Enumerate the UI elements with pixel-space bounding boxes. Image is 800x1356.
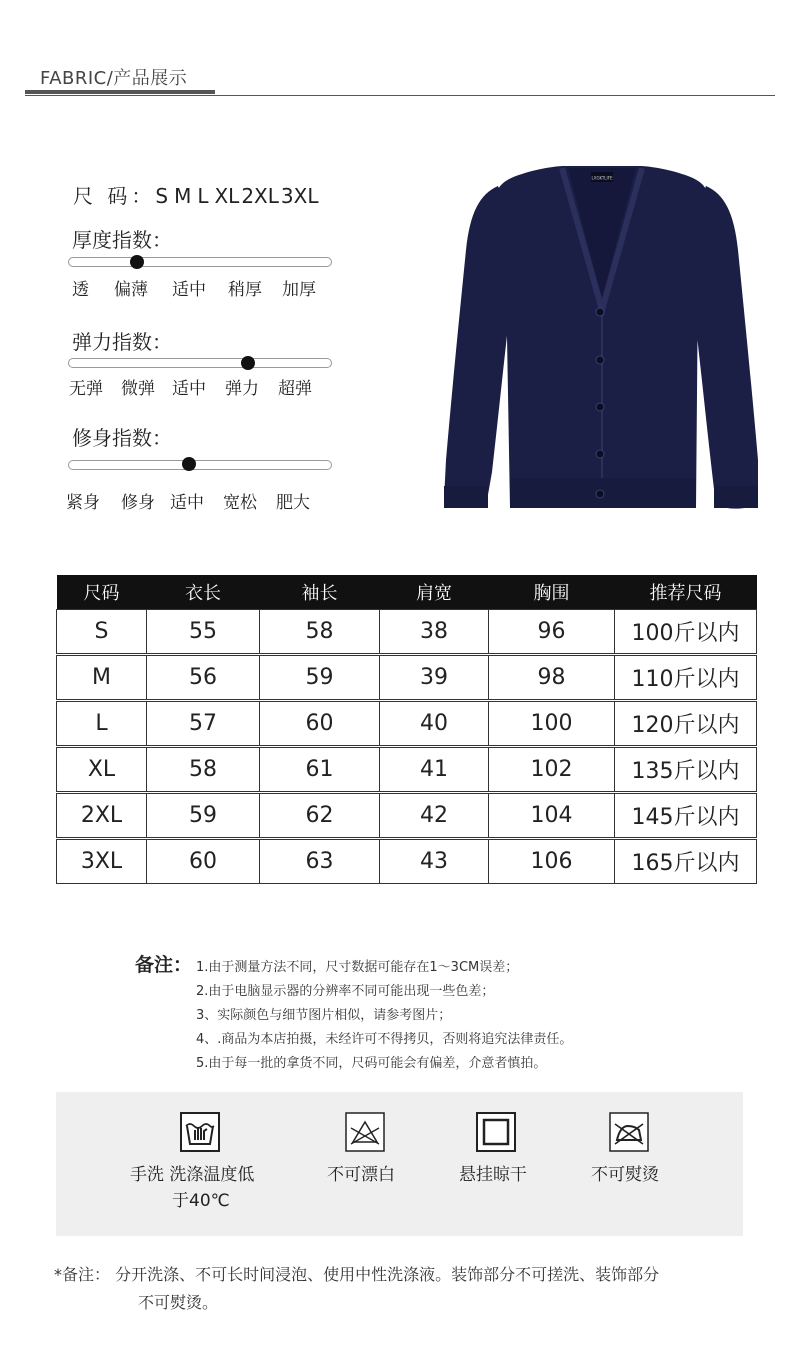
header-divider <box>25 95 775 96</box>
care-instructions-panel <box>56 1092 743 1236</box>
thickness-label: 厚度指数： <box>72 228 172 252</box>
cardigan-product-image <box>440 160 764 516</box>
size-option: XL <box>214 184 240 208</box>
table-cell: XL <box>57 747 147 793</box>
elasticity-scale <box>69 374 312 399</box>
size-option: 3XL <box>280 184 319 208</box>
notes-title: 备注： <box>135 954 193 976</box>
elasticity-knob <box>241 356 255 370</box>
table-cell: 39 <box>380 655 489 701</box>
size-label: 尺 码： <box>73 184 156 208</box>
scale-label: 适中 <box>172 379 206 399</box>
table-cell: 61 <box>260 747 380 793</box>
table-cell: 42 <box>380 793 489 839</box>
scale-label: 修身 <box>121 493 155 513</box>
table-cell: 43 <box>380 839 489 884</box>
column-header: 胸围 <box>489 575 615 610</box>
size-option: L <box>197 184 209 208</box>
size-options <box>73 180 324 209</box>
scale-label: 偏薄 <box>114 280 148 300</box>
scale-label: 无弹 <box>69 379 103 399</box>
page-title: FABRIC/产品展示 <box>40 68 188 89</box>
scale-label: 宽松 <box>223 493 257 513</box>
care-label: 不可熨烫 <box>591 1165 659 1185</box>
table-cell: 56 <box>147 655 260 701</box>
care-label: 悬挂晾干 <box>459 1165 527 1185</box>
table-cell: 104 <box>489 793 615 839</box>
table-row <box>57 839 757 884</box>
scale-label: 超弹 <box>278 379 312 399</box>
note-item: 1.由于测量方法不同，尺寸数据可能存在1～3CM误差； <box>196 960 519 975</box>
table-cell: 63 <box>260 839 380 884</box>
table-cell: 59 <box>260 655 380 701</box>
scale-label: 微弹 <box>121 379 155 399</box>
table-cell: 41 <box>380 747 489 793</box>
scale-label: 稍厚 <box>228 280 262 300</box>
table-row <box>57 610 757 655</box>
no-bleach-icon <box>345 1112 381 1148</box>
neck-label-text: LXGKTLIFE <box>591 175 613 181</box>
table-cell: 3XL <box>57 839 147 884</box>
size-table <box>56 575 757 884</box>
note-item: 4、.商品为本店拍摄，未经许可不得拷贝，否则将追究法律责任。 <box>196 1032 573 1047</box>
table-cell: 38 <box>380 610 489 655</box>
scale-label: 弹力 <box>225 379 259 399</box>
table-cell: S <box>57 610 147 655</box>
table-cell: 145斤以内 <box>615 793 757 839</box>
elasticity-slider <box>68 358 332 368</box>
no-iron-icon <box>609 1112 645 1148</box>
thickness-knob <box>130 255 144 269</box>
hang-dry-icon <box>476 1112 512 1148</box>
table-row <box>57 793 757 839</box>
table-cell: 165斤以内 <box>615 839 757 884</box>
table-cell: 60 <box>147 839 260 884</box>
care-label: 手洗 洗涤温度低 <box>130 1165 255 1185</box>
table-cell: 100 <box>489 701 615 747</box>
table-cell: 62 <box>260 793 380 839</box>
column-header: 衣长 <box>147 575 260 610</box>
care-label: 不可漂白 <box>327 1165 395 1185</box>
column-header: 肩宽 <box>380 575 489 610</box>
table-cell: 102 <box>489 747 615 793</box>
table-cell: 98 <box>489 655 615 701</box>
note-item: 2.由于电脑显示器的分辨率不同可能出现一些色差； <box>196 984 495 999</box>
table-cell: 96 <box>489 610 615 655</box>
scale-label: 透 <box>72 280 89 300</box>
table-cell: L <box>57 701 147 747</box>
column-header: 袖长 <box>260 575 380 610</box>
table-row <box>57 701 757 747</box>
table-cell: 40 <box>380 701 489 747</box>
table-cell: 106 <box>489 839 615 884</box>
table-cell: 58 <box>147 747 260 793</box>
footnote-line: 不可熨烫。 <box>138 1293 219 1312</box>
note-item: 3、实际颜色与细节图片相似，请参考图片； <box>196 1008 452 1023</box>
column-header: 尺码 <box>57 575 147 610</box>
table-cell: M <box>57 655 147 701</box>
scale-label: 适中 <box>172 280 206 300</box>
size-option: 2XL <box>241 184 279 208</box>
table-cell: 57 <box>147 701 260 747</box>
table-row <box>57 747 757 793</box>
care-label: 于40℃ <box>172 1191 230 1211</box>
table-row <box>57 655 757 701</box>
footnote-line: *备注： 分开洗涤、不可长时间浸泡、使用中性洗涤液。装饰部分不可搓洗、装饰部分 <box>54 1265 660 1284</box>
size-option: M <box>174 184 192 208</box>
table-cell: 100斤以内 <box>615 610 757 655</box>
title-underline <box>25 90 215 94</box>
scale-label: 适中 <box>170 493 204 513</box>
table-header-row <box>57 575 757 610</box>
thickness-scale <box>72 275 316 300</box>
fit-slider <box>68 460 332 470</box>
scale-label: 加厚 <box>282 280 316 300</box>
column-header: 推荐尺码 <box>615 575 757 610</box>
thickness-slider <box>68 257 332 267</box>
note-item: 5.由于每一批的拿货不同，尺码可能会有偏差，介意者慎拍。 <box>196 1056 547 1071</box>
table-cell: 55 <box>147 610 260 655</box>
scale-label: 紧身 <box>66 493 100 513</box>
table-cell: 120斤以内 <box>615 701 757 747</box>
size-option: S <box>155 184 169 208</box>
table-cell: 58 <box>260 610 380 655</box>
table-cell: 2XL <box>57 793 147 839</box>
fit-scale <box>66 488 310 513</box>
scale-label: 肥大 <box>276 493 310 513</box>
elasticity-label: 弹力指数： <box>72 330 172 354</box>
fit-label: 修身指数： <box>72 426 172 450</box>
table-cell: 135斤以内 <box>615 747 757 793</box>
table-cell: 110斤以内 <box>615 655 757 701</box>
table-cell: 60 <box>260 701 380 747</box>
table-cell: 59 <box>147 793 260 839</box>
hand-wash-icon <box>180 1112 216 1148</box>
